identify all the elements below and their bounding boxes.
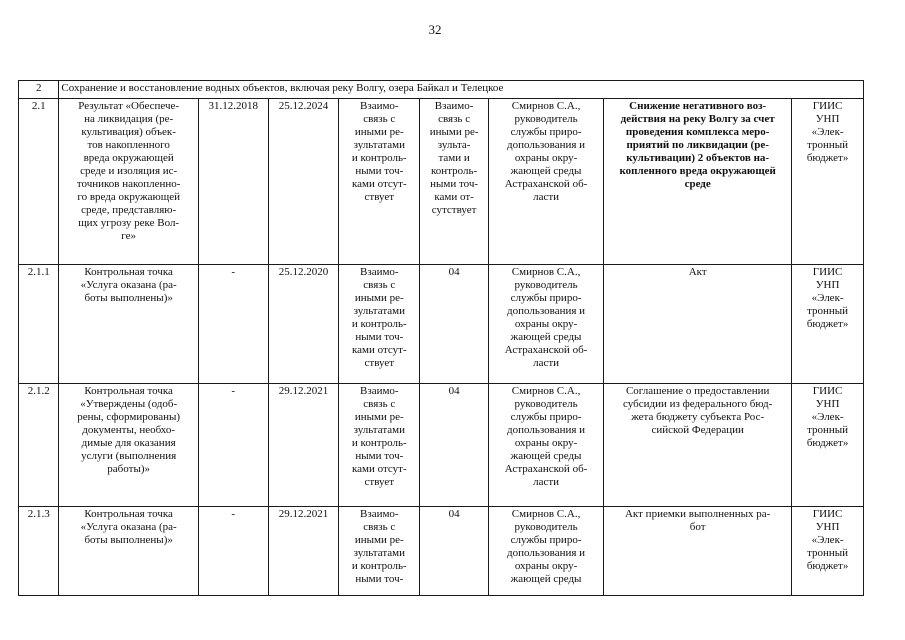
row-result: Снижение негативного воз- действия на реку Волгу за счет проведения комплекса меро- приятий по ликвидации (ре- культивации) 2 объектов на- копленного вреда окружающей среде: [604, 99, 792, 265]
section-row: [19, 81, 864, 99]
table-row: [19, 99, 864, 265]
row-number: 2.1.2: [19, 384, 59, 507]
row-name: Контрольная точка «Услуга оказана (ра- боты выполнены)»: [59, 265, 198, 384]
table-row: [19, 507, 864, 596]
section-title: Сохранение и восстановление водных объектов, включая реку Волгу, озера Байкал и Телецкое: [59, 81, 864, 99]
row-system: ГИИС УНП «Элек- тронный бюджет»: [792, 507, 864, 596]
row-responsible: Смирнов С.А., руководитель службы приро- допользования и охраны окру- жающей среды: [488, 507, 603, 596]
row-start-date: -: [198, 384, 268, 507]
row-name: Результат «Обеспече- на ликвидация (ре- культивация) объек- тов накопленного вреда окружающей среде и изоляция ис- точников накопленно- го вреда окружающей среде, представляю- щих угрозу реке Вол- ге»: [59, 99, 198, 265]
row-start-date: -: [198, 265, 268, 384]
row-link-predecessor: Взаимо- связь с иными ре- зультатами и контроль- ными точ- ками отсут- ствует: [339, 99, 420, 265]
row-link-successor: Взаимо- связь с иными ре- зульта- тами и контроль- ными точ- ками от- сутствует: [420, 99, 489, 265]
row-name: Контрольная точка «Услуга оказана (ра- боты выполнены)»: [59, 507, 198, 596]
table-row: [19, 265, 864, 384]
row-link-successor: 04: [420, 265, 489, 384]
plan-table: [18, 80, 864, 596]
row-number: 2.1: [19, 99, 59, 265]
row-result: Акт приемки выполненных ра- бот: [604, 507, 792, 596]
row-system: ГИИС УНП «Элек- тронный бюджет»: [792, 384, 864, 507]
row-end-date: 25.12.2020: [268, 265, 339, 384]
row-system: ГИИС УНП «Элек- тронный бюджет»: [792, 99, 864, 265]
row-number: 2.1.3: [19, 507, 59, 596]
row-end-date: 29.12.2021: [268, 384, 339, 507]
row-link-successor: 04: [420, 507, 489, 596]
row-start-date: -: [198, 507, 268, 596]
row-responsible: Смирнов С.А., руководитель службы приро- допользования и охраны окру- жающей среды Астраханской об- ласти: [488, 99, 603, 265]
page-number: 32: [428, 22, 442, 37]
row-result: Акт: [604, 265, 792, 384]
row-system: ГИИС УНП «Элек- тронный бюджет»: [792, 265, 864, 384]
row-end-date: 25.12.2024: [268, 99, 339, 265]
row-responsible: Смирнов С.А., руководитель службы приро- допользования и охраны окру- жающей среды Астраханской об- ласти: [488, 384, 603, 507]
section-number: 2: [19, 81, 59, 99]
row-start-date: 31.12.2018: [198, 99, 268, 265]
row-link-successor: 04: [420, 384, 489, 507]
row-link-predecessor: Взаимо- связь с иными ре- зультатами и контроль- ными точ- ками отсут- ствует: [339, 265, 420, 384]
row-responsible: Смирнов С.А., руководитель службы приро- допользования и охраны окру- жающей среды Астраханской об- ласти: [488, 265, 603, 384]
table-row: [19, 384, 864, 507]
row-link-predecessor: Взаимо- связь с иными ре- зультатами и контроль- ными точ- ками отсут- ствует: [339, 384, 420, 507]
row-end-date: 29.12.2021: [268, 507, 339, 596]
row-link-predecessor: Взаимо- связь с иными ре- зультатами и контроль- ными точ-: [339, 507, 420, 596]
row-number: 2.1.1: [19, 265, 59, 384]
row-name: Контрольная точка «Утверждены (одоб- рены, сформированы) документы, необхо- димые для оказания услуги (выполнения работы)»: [59, 384, 198, 507]
row-result: Соглашение о предоставлении субсидии из федерального бюд- жета бюджету субъекта Рос- сийской Федерации: [604, 384, 792, 507]
